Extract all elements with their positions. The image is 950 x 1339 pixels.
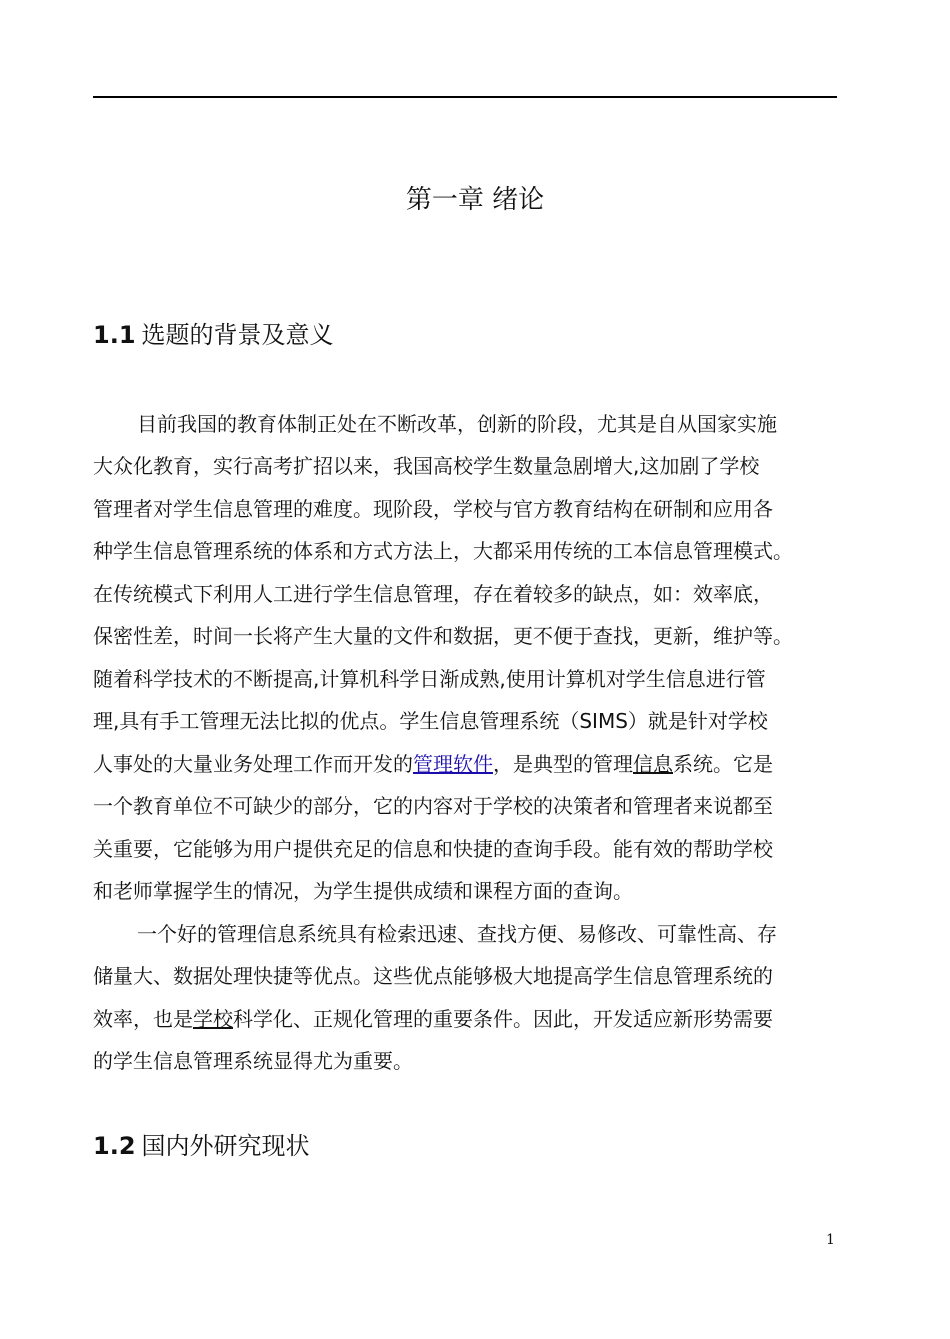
text-span: 系统。它是 — [673, 752, 773, 776]
paragraph-line: 管理者对学生信息管理的难度。现阶段，学校与官方教育结构在研制和应用各 — [93, 497, 773, 521]
section-heading-1-2 — [93, 1129, 310, 1163]
section-number: 1.2 — [93, 1132, 136, 1160]
paragraph-line: 在传统模式下利用人工进行学生信息管理，存在着较多的缺点，如：效率底， — [93, 582, 773, 606]
text-span: 人事处的大量业务处理工作而开发的 — [93, 752, 413, 776]
paragraph-line: 目前我国的教育体制正处在不断改革，创新的阶段，尤其是自从国家实施 — [137, 412, 777, 436]
section-title: 国内外研究现状 — [141, 1132, 310, 1160]
paragraph-line: 和老师掌握学生的情况，为学生提供成绩和课程方面的查询。 — [93, 879, 633, 903]
paragraph-line — [93, 1004, 773, 1034]
text-span: ，是典型的管理 — [493, 752, 633, 776]
paragraph-line: 关重要，它能够为用户提供充足的信息和快捷的查询手段。能有效的帮助学校 — [93, 837, 773, 861]
paragraph-line: 储量大、数据处理快捷等优点。这些优点能够极大地提高学生信息管理系统的 — [93, 964, 773, 988]
paragraph-line: 的学生信息管理系统显得尤为重要。 — [93, 1049, 413, 1073]
paragraph-line: 保密性差，时间一长将产生大量的文件和数据，更不便于查找，更新，维护等。 — [93, 624, 793, 648]
paragraph-line: 一个教育单位不可缺少的部分，它的内容对于学校的决策者和管理者来说都至 — [93, 794, 773, 818]
underlined-text: 学校 — [193, 1007, 233, 1031]
paragraph-line: 大众化教育，实行高考扩招以来，我国高校学生数量急剧增大,这加剧了学校 — [93, 454, 760, 478]
paragraph-line: 一个好的管理信息系统具有检索迅速、查找方便、易修改、可靠性高、存 — [137, 922, 777, 946]
text-span: 效率，也是 — [93, 1007, 193, 1031]
section-number: 1.1 — [93, 321, 136, 349]
management-software-link[interactable]: 管理软件 — [413, 752, 493, 776]
page-number: 1 — [826, 1232, 835, 1248]
paragraph-line — [93, 749, 773, 779]
paragraph-line: 理,具有手工管理无法比拟的优点。学生信息管理系统（SIMS）就是针对学校 — [93, 709, 768, 733]
paragraph-line: 随着科学技术的不断提高,计算机科学日渐成熟,使用计算机对学生信息进行管 — [93, 667, 766, 691]
section-title: 选题的背景及意义 — [141, 321, 334, 349]
chapter-title: 第一章 绪论 — [405, 185, 545, 215]
header-rule — [93, 96, 837, 98]
text-span: 科学化、正规化管理的重要条件。因此，开发适应新形势需要 — [233, 1007, 773, 1031]
underlined-text: 信息 — [633, 752, 673, 776]
paragraph-line: 种学生信息管理系统的体系和方式方法上，大都采用传统的工本信息管理模式。 — [93, 539, 793, 563]
section-heading-1-1 — [93, 318, 334, 352]
